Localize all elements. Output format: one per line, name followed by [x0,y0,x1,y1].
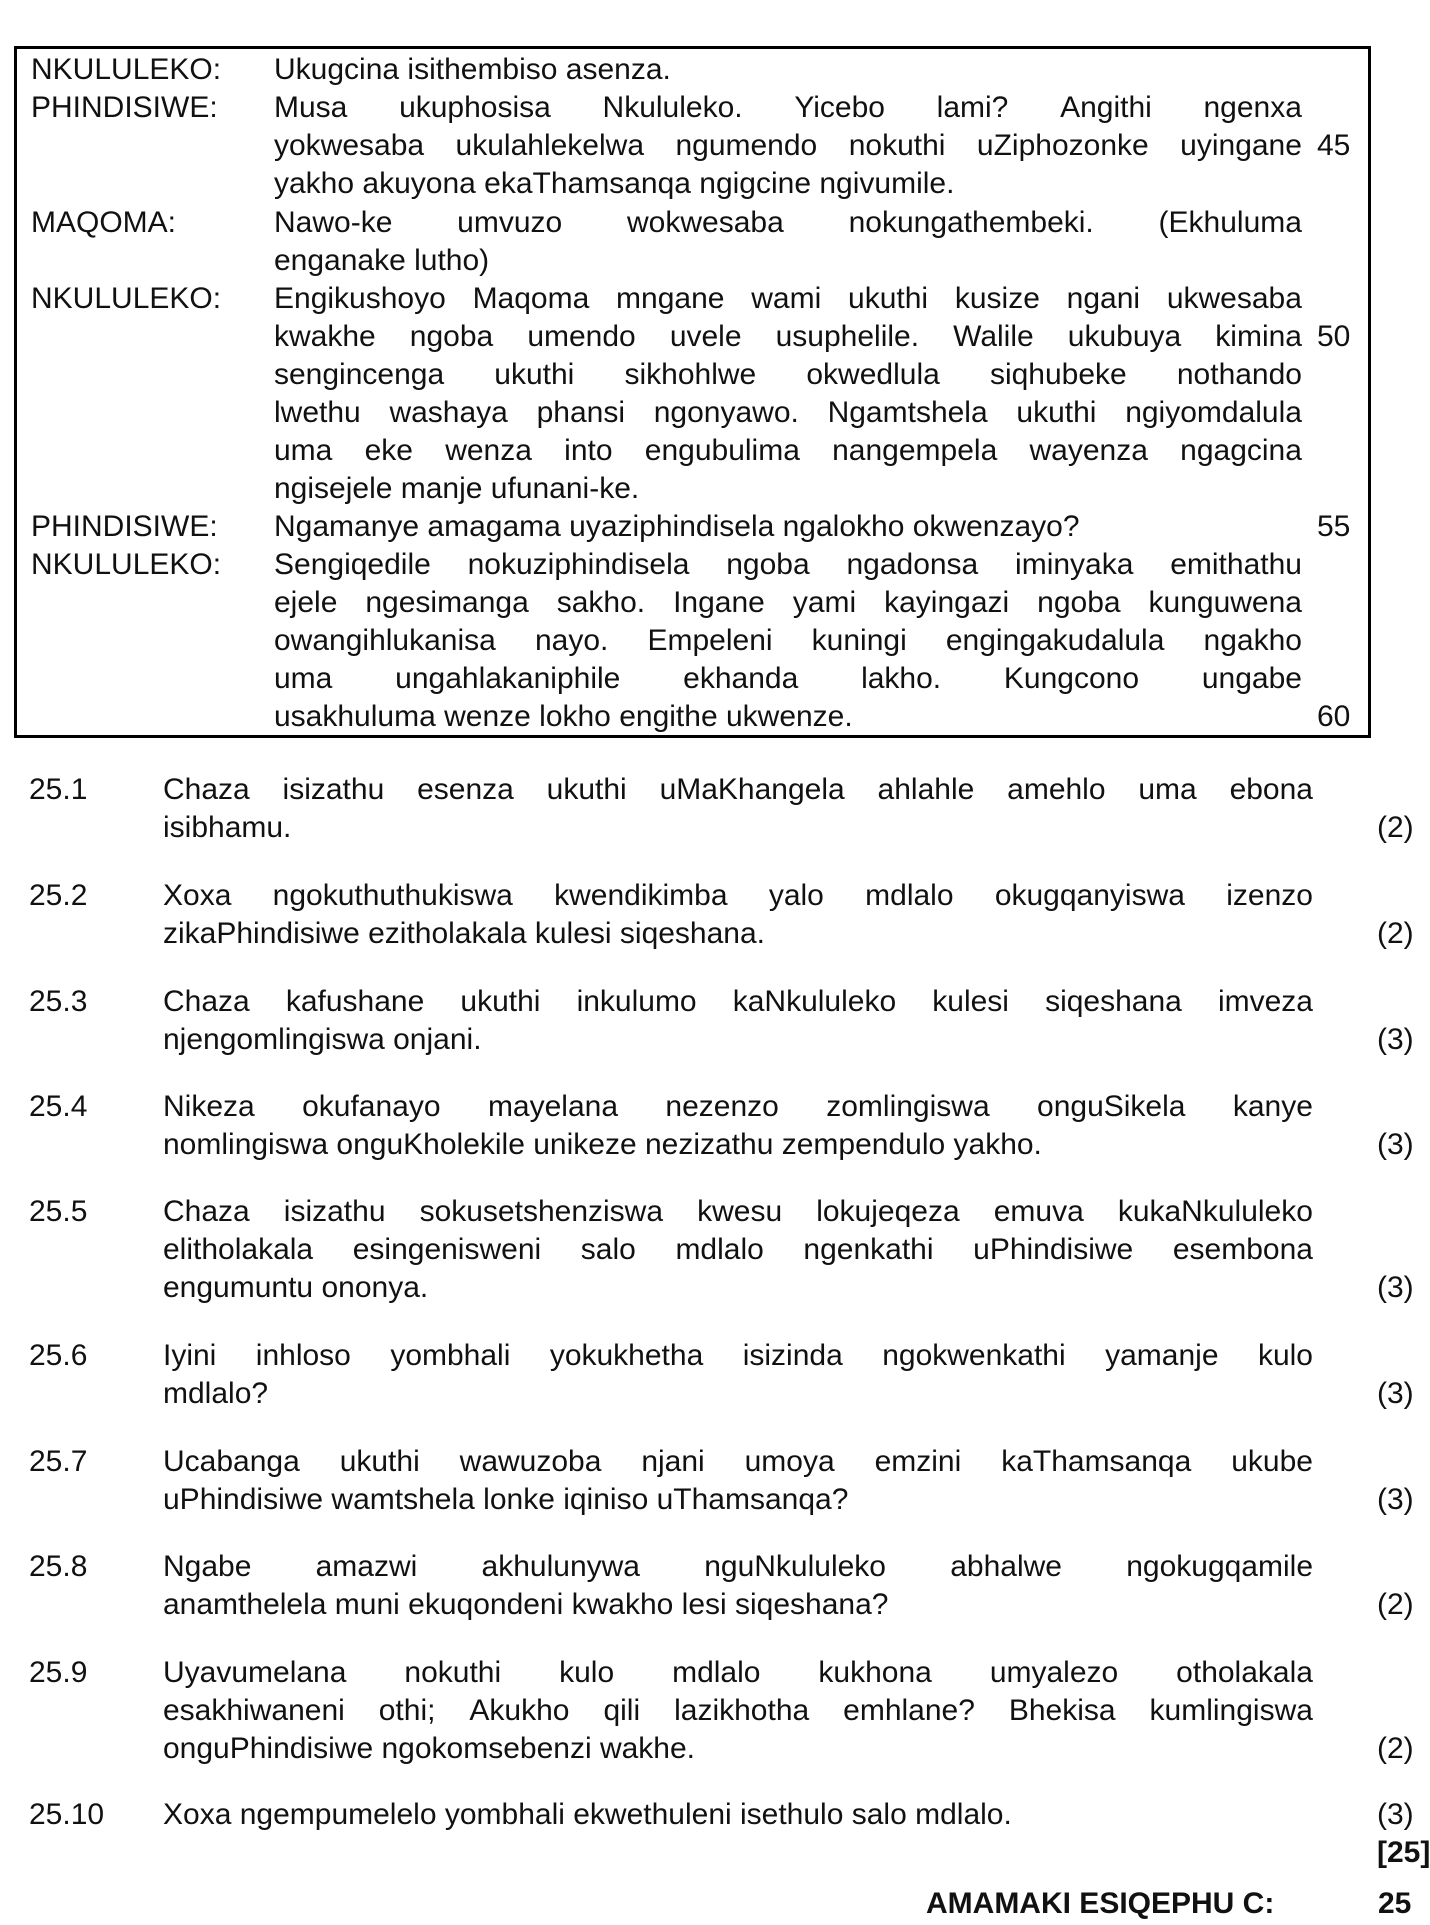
dialogue-line: owangihlukanisa nayo. Empeleni kuningi engingakudalula ngakho [274,624,1302,657]
dialogue-line: uma eke wenza into engubulima nangempela wayenza ngagcina [274,434,1302,467]
question-line: Xoxa ngempumelelo yombhali ekwethuleni isethulo salo mdlalo. [163,1798,1012,1831]
dialogue-line: yakho akuyona ekaThamsanqa ngigcine ngivumile. [274,167,955,200]
speaker-label: MAQOMA: [31,206,177,239]
dialogue-line: enganake lutho) [274,244,490,277]
question-line: Xoxa ngokuthuthukiswa kwendikimba yalo mdlalo okugqanyiswa izenzo [163,879,1313,912]
question-number: 25.2 [29,879,88,912]
question-line: zikaPhindisiwe ezitholakala kulesi siqeshana. [163,917,766,950]
question-line: mdlalo? [163,1377,269,1410]
line-number: 50 [1317,320,1351,353]
dialogue-line: Nawo-ke umvuzo wokwesaba nokungathembeki. (Ekhuluma [274,206,1302,239]
question-line: njengomlingiswa onjani. [163,1023,482,1056]
question-marks: (3) [1377,1128,1414,1161]
question-number: 25.8 [29,1550,88,1583]
question-line: engumuntu ononya. [163,1271,429,1304]
question-number: 25.7 [29,1445,88,1478]
dialogue-line: lwethu washaya phansi ngonyawo. Ngamtshela ukuthi ngiyomdalula [274,396,1302,429]
dialogue-line: usakhuluma wenze lokho engithe ukwenze. [274,700,853,733]
question-marks: (3) [1377,1023,1414,1056]
dialogue-line: ejele ngesimanga sakho. Ingane yami kayingazi ngoba kunguwena [274,586,1302,619]
question-line: Iyini inhloso yombhali yokukhetha isizinda ngokwenkathi yamanje kulo [163,1339,1313,1372]
line-number: 60 [1317,700,1351,733]
question-number: 25.9 [29,1656,88,1689]
question-line: Chaza kafushane ukuthi inkulumo kaNkululeko kulesi siqeshana imveza [163,985,1313,1018]
question-line: anamthelela muni ekuqondeni kwakho lesi siqeshana? [163,1588,889,1621]
question-line: Chaza isizathu sokusetshenziswa kwesu lokujeqeza emuva kukaNkululeko [163,1195,1313,1228]
speaker-label: PHINDISIWE: [31,510,218,543]
question-marks: (2) [1377,1588,1414,1621]
question-line: uPhindisiwe wamtshela lonke iqiniso uThamsanqa? [163,1483,849,1516]
dialogue-extract-box [14,46,1371,738]
dialogue-line: Engikushoyo Maqoma mngane wami ukuthi kusize ngani ukwesaba [274,282,1302,315]
speaker-label: NKULULEKO: [31,53,222,86]
question-line: isibhamu. [163,811,292,844]
question-line: onguPhindisiwe ngokomsebenzi wakhe. [163,1732,696,1765]
question-line: elitholakala esingenisweni salo mdlalo ngenkathi uPhindisiwe esembona [163,1233,1313,1266]
dialogue-line: ngisejele manje ufunani-ke. [274,472,640,505]
question-number: 25.5 [29,1195,88,1228]
question-marks: (2) [1377,917,1414,950]
question-number: 25.10 [29,1798,105,1831]
question-line: nomlingiswa onguKholekile unikeze nezizathu zempendulo yakho. [163,1128,1042,1161]
question-line: Ngabe amazwi akhulunywa nguNkululeko abhalwe ngokugqamile [163,1550,1313,1583]
question-line: Ucabanga ukuthi wawuzoba njani umoya emzini kaThamsanqa ukube [163,1445,1313,1478]
dialogue-line: uma ungahlakaniphile ekhanda lakho. Kungcono ungabe [274,662,1302,695]
question-number: 25.3 [29,985,88,1018]
section-marks-total: 25 [1378,1887,1412,1920]
question-number: 25.6 [29,1339,88,1372]
dialogue-line: Ukugcina isithembiso asenza. [274,53,671,86]
dialogue-line: Musa ukuphosisa Nkululeko. Yicebo lami? Angithi ngenxa [274,91,1302,124]
speaker-label: PHINDISIWE: [31,91,218,124]
question-line: Chaza isizathu esenza ukuthi uMaKhangela ahlahle amehlo uma ebona [163,773,1313,806]
question-marks: (3) [1377,1798,1414,1831]
dialogue-line: yokwesaba ukulahlekelwa ngumendo nokuthi uZiphozonke uyingane [274,129,1302,162]
question-marks: (3) [1377,1271,1414,1304]
question-marks: (2) [1377,1732,1414,1765]
speaker-label: NKULULEKO: [31,282,222,315]
question-total: [25] [1377,1836,1430,1869]
dialogue-line: sengincenga ukuthi sikhohlwe okwedlula siqhubeke nothando [274,358,1302,391]
question-number: 25.1 [29,773,88,806]
question-line: Uyavumelana nokuthi kulo mdlalo kukhona umyalezo otholakala [163,1656,1313,1689]
speaker-label: NKULULEKO: [31,548,222,581]
line-number: 55 [1317,510,1351,543]
dialogue-line: Sengiqedile nokuziphindisela ngoba ngadonsa iminyaka emithathu [274,548,1302,581]
question-line: esakhiwaneni othi; Akukho qili lazikhotha emhlane? Bhekisa kumlingiswa [163,1694,1313,1727]
question-line: Nikeza okufanayo mayelana nezenzo zomlingiswa onguSikela kanye [163,1090,1313,1123]
question-marks: (3) [1377,1483,1414,1516]
question-marks: (3) [1377,1377,1414,1410]
question-marks: (2) [1377,811,1414,844]
line-number: 45 [1317,129,1351,162]
section-marks-label: AMAMAKI ESIQEPHU C: [926,1887,1275,1920]
question-number: 25.4 [29,1090,88,1123]
dialogue-line: kwakhe ngoba umendo uvele usuphelile. Walile ukubuya kimina [274,320,1302,353]
dialogue-line: Ngamanye amagama uyaziphindisela ngalokho okwenzayo? [274,510,1080,543]
